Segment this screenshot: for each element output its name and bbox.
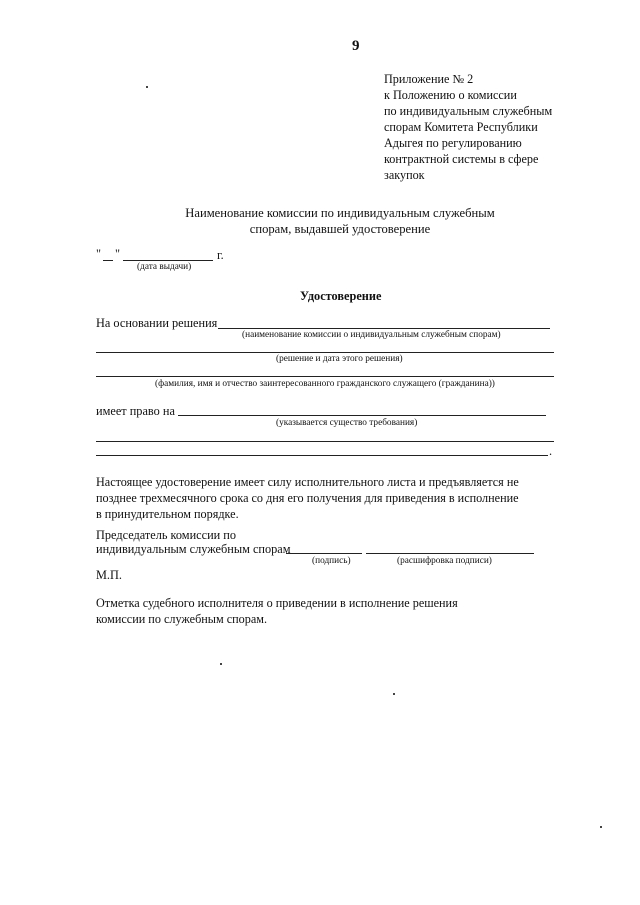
person-caption: (фамилия, имя и отчество заинтересованного гражданского служащего (гражданина)) [155, 379, 495, 389]
validity-line: в принудительном порядке. [96, 507, 239, 521]
appendix-line: закупок [384, 168, 425, 182]
scan-speck [600, 826, 602, 828]
date-day-line [103, 260, 113, 261]
signature-decode-line [366, 553, 534, 554]
validity-line: Настоящее удостоверение имеет силу исполнительного листа и предъявляется не [96, 475, 519, 489]
appendix-line: контрактной системы в сфере [384, 152, 539, 166]
heading-line-1: Наименование комиссии по индивидуальным служебным [185, 206, 495, 220]
signature-line [286, 553, 362, 554]
commission-caption: (наименование комиссии о индивидуальным служебным спорам) [242, 330, 501, 340]
stamp-place: М.П. [96, 568, 122, 582]
validity-paragraph [96, 474, 566, 522]
right-label: имеет право на [96, 404, 175, 418]
certificate-title: Удостоверение [300, 289, 382, 303]
date-quote-close: " [115, 247, 121, 261]
signature-decode-caption: (расшифровка подписи) [397, 556, 492, 566]
date-year-suffix: г. [217, 248, 224, 262]
date-quote-open: " [96, 247, 102, 261]
basis-label: На основании решения [96, 316, 218, 330]
appendix-block [384, 71, 594, 183]
requirement-end-mark: . [549, 444, 553, 458]
scan-speck [393, 693, 395, 695]
appendix-line: спорам Комитета Республики [384, 120, 538, 134]
chairman-label-2: индивидуальным служебным спорам [96, 542, 291, 556]
appendix-line: к Положению о комиссии [384, 88, 517, 102]
commission-name-line [218, 328, 550, 329]
validity-line: позднее трехмесячного срока со дня его получения для приведения в исполнение [96, 491, 519, 505]
requirement-line-3 [96, 455, 548, 456]
chairman-label-1: Председатель комиссии по [96, 528, 237, 542]
date-month-line [123, 260, 213, 261]
page-number: 9 [352, 38, 360, 54]
appendix-line: по индивидуальным служебным [384, 104, 553, 118]
bailiff-note-line: комиссии по служебным спорам. [96, 612, 268, 626]
appendix-line: Приложение № 2 [384, 72, 474, 86]
decision-line [96, 352, 554, 353]
bailiff-note-line: Отметка судебного исполнителя о приведении в исполнение решения [96, 596, 458, 610]
requirement-line-2 [96, 441, 554, 442]
scan-speck [146, 86, 148, 88]
scan-speck [220, 663, 222, 665]
heading-line-2: спорам, выдавшей удостоверение [249, 222, 431, 236]
bailiff-note [96, 595, 566, 627]
decision-caption: (решение и дата этого решения) [276, 354, 403, 364]
requirement-line [178, 415, 546, 416]
person-line [96, 376, 554, 377]
date-caption: (дата выдачи) [137, 262, 192, 272]
form-heading [120, 205, 560, 237]
signature-caption: (подпись) [312, 556, 351, 566]
appendix-line: Адыгея по регулированию [384, 136, 522, 150]
requirement-caption: (указывается существо требования) [276, 418, 418, 428]
